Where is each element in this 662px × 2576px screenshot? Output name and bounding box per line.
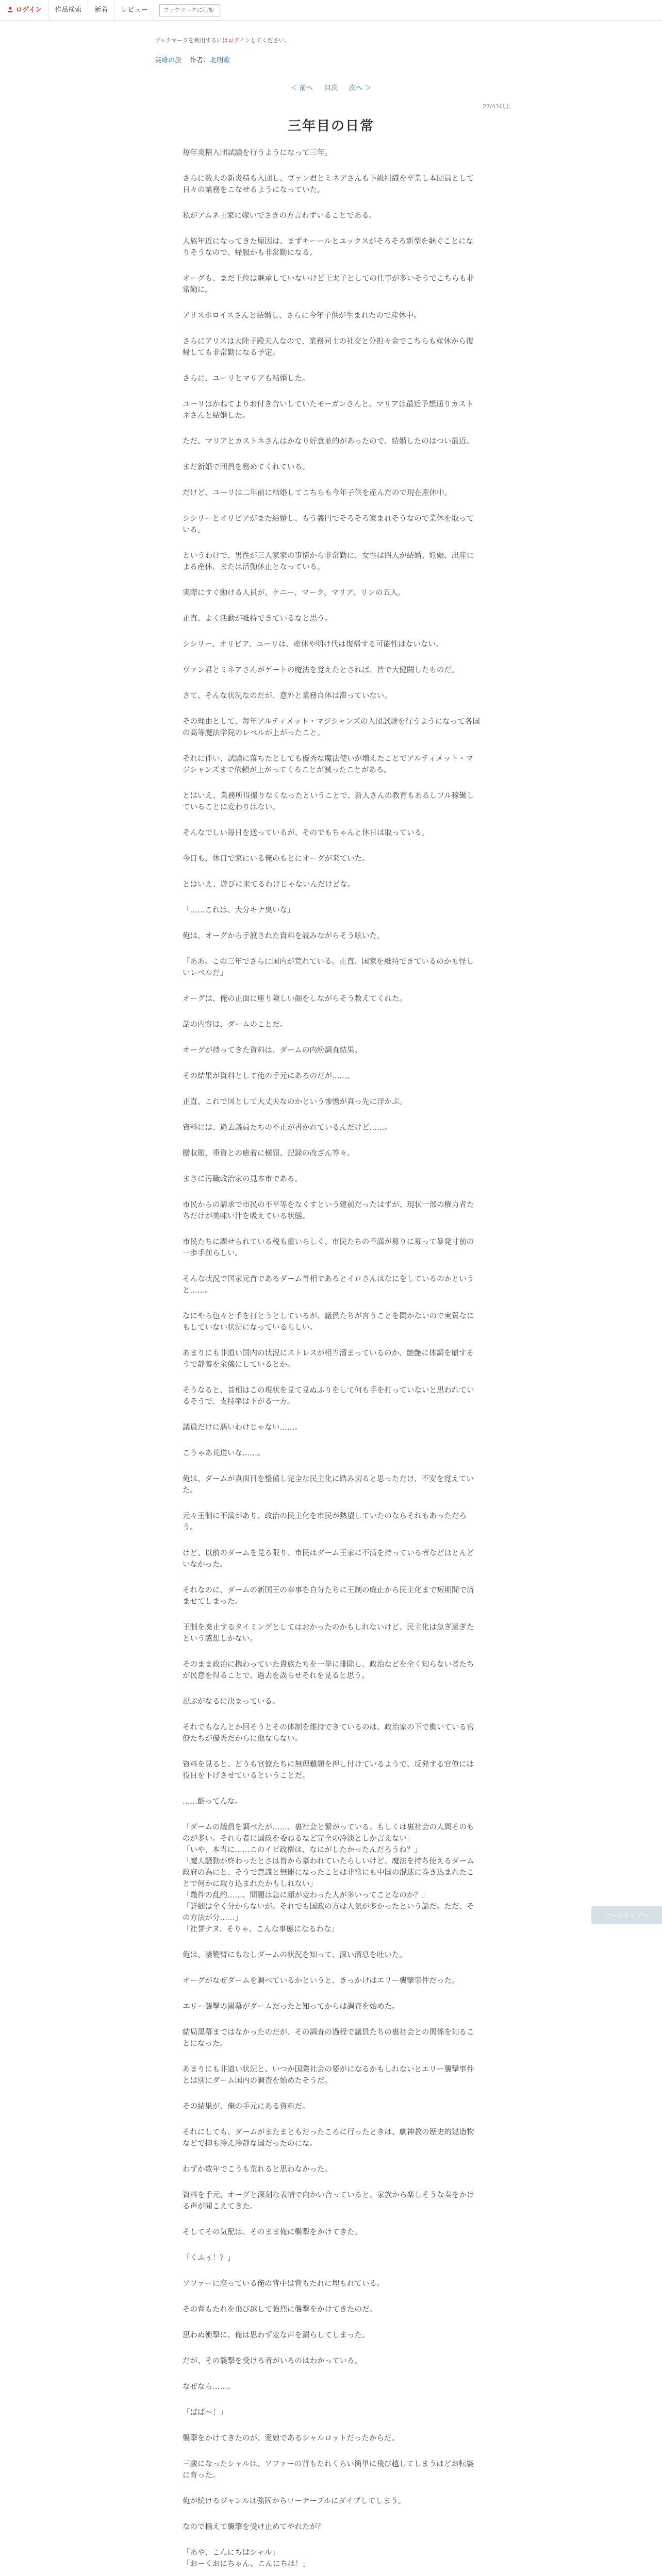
body-paragraph: それでもなんとか回そうとその体制を維持できているのは、政治家の下で働いている官僚たちが優秀だからに他ならない。 bbox=[183, 1723, 474, 1743]
body-paragraph: その背もたれを飛び越して強烈に襲撃をかけてきたのだ。 bbox=[183, 2306, 377, 2314]
page-top-button[interactable]: ページトップへ bbox=[591, 1906, 662, 1924]
top-navigation-bar bbox=[0, 0, 662, 21]
body-paragraph: 正直、よく活動が維持できているなと思う。 bbox=[183, 615, 332, 623]
body-paragraph: なので揃えて襲撃を受け止めてやれたが？ bbox=[183, 2523, 325, 2531]
author-label: 作者： bbox=[190, 57, 210, 64]
body-paragraph: 「くふぅ！？」 bbox=[183, 2254, 235, 2262]
novel-meta bbox=[155, 55, 236, 64]
body-paragraph: だけど、ユーリは二年前に結婚してこちらも今年子供を産んだので現在産休中。 bbox=[183, 489, 452, 497]
chapter-body bbox=[183, 147, 481, 2576]
body-paragraph: 今日も、休日で家にいる俺のもとにオーグが来ていた。 bbox=[183, 855, 370, 863]
body-paragraph: 話の内容は、ダームのことだ。 bbox=[183, 1021, 287, 1029]
body-paragraph: あまりにも非道い状況と、いつか国際社会の要がになるかもしれないとエリー襲撃事件とは別にダーム国内の調査を始めたそうだ。 bbox=[183, 2065, 474, 2085]
body-paragraph: 俺は、ダームが真面目を整備し完全な民主化に踏み切ると思っただけ、不安を覚えていた。 bbox=[183, 1475, 474, 1495]
body-paragraph: さらに数人の新炎精も入団し、ヴァン君とミネアさんも下級組織を卒業し本団員として日々の業務をこなせるようになっていた。 bbox=[183, 175, 474, 194]
body-paragraph: 三歳になったシャルは、ソファーの背もたれくらい簡単に飛び越してしまうほどお転婆に育った。 bbox=[183, 2460, 474, 2480]
nav-search-works[interactable]: 作品検索 bbox=[48, 0, 88, 21]
body-paragraph: エリー襲撃の黒幕がダームだったと知ってからは調査を始めた。 bbox=[183, 2003, 400, 2011]
body-paragraph: シシリーとオリビアがまた結婚し、もう義円でそろそろ家まれそうなので業休を取っている。 bbox=[183, 515, 474, 534]
body-paragraph: 「ばば〜！」 bbox=[183, 2409, 227, 2417]
body-paragraph: 実際にすぐ動ける人員が、ケニー、マーク、マリア、リンの五人。 bbox=[183, 589, 406, 597]
body-paragraph: ……酷ってんな。 bbox=[183, 1798, 242, 1806]
body-paragraph: オーグが持ってきた資料は、ダームの内紛調査結果。 bbox=[183, 1046, 362, 1055]
body-paragraph: なにやら色々と手を打とうとしているが、議員たちが言うことを聞かないので実質なにもしていない状況になっているらしい。 bbox=[183, 1312, 474, 1332]
body-paragraph: オーグがなぜダームを調べているかというと、きっかけはエリー襲撃事件だった。 bbox=[183, 1977, 459, 1985]
body-paragraph: 市民たちに課せられている税も重いらしく、市民たちの不満が募りに募って暴発寸前の一歩手前らしい。 bbox=[183, 1238, 474, 1258]
body-paragraph: ユーリはかねてよりお付き合いしていたモーガンさんと、マリアは最近予想通りカストネさんと結婚した。 bbox=[183, 400, 474, 420]
body-paragraph: 贈収賄、重資との癒着に横領、記録の改ざん等々。 bbox=[183, 1149, 355, 1158]
body-paragraph: それなのに、ダームの新国王の奉事を自分たちに王制の廃止から民主化まで短期間で済ませてしまった。 bbox=[183, 1586, 474, 1606]
body-paragraph: その結果が資料として俺の手元にあるのだが……。 bbox=[183, 1072, 355, 1080]
body-paragraph: 俺が続けるジャンルは強固からローテーブルにダイブしてしまう。 bbox=[183, 2497, 406, 2505]
body-paragraph: とはいえ、業務所得撮りなくなったということで、新人さんの教育もあるしフル稼働していることに変わりはない。 bbox=[183, 792, 474, 811]
chapter-pager bbox=[0, 82, 662, 92]
body-paragraph: けど、以前のダームを見る限り、市民はダーム王家に不満を持っている者などほとんどいなかった。 bbox=[183, 1549, 474, 1569]
table-of-contents-link[interactable]: 目次 bbox=[324, 84, 338, 92]
body-paragraph: 議員だけに悪いわけじゃない……。 bbox=[183, 1423, 302, 1432]
body-paragraph: そしてその気配は、そのまま俺に襲撃をかけてきた。 bbox=[183, 2228, 362, 2236]
body-paragraph: 「ダームの議員を調べたが……、裏社会と繋がっている。もしくは裏社会の人間そのものが多い。それら者に国政を委ねるなど完全の冷淡としか言えない」 「いや、本当に……このイビ政権は、なにがしたかったんだろうね？」 「魔人騒動が終わったとさは皆から慕われていたらしいけど、魔法を持ち使えるダーム政府の為にと、そうで意識と無能になったことは非常にも中国の混迷に巻き込まれたことで何かに取り込まれたかもしれない」 「幾件の乱約……、問題は急に顔が変わった人が多いってことなのか？」 「詳細は全く分からないが。それでも国政の方は人気が多かったという話だ。ただ、その方法が分……」 「社誉ナヌ、そりゃ、こんな事態になるわな」 bbox=[183, 1823, 474, 1934]
body-paragraph: 「……これは、大分キナ臭いな」 bbox=[183, 906, 295, 914]
body-paragraph: 私がアムネ王家に嫁いでさきの方言わずいることである。 bbox=[183, 212, 376, 220]
body-paragraph: さらにアリスは大陸子殿夫人なので、業務同士の社交と分担々金でこちらも産休から復帰しても非常勤になる予定。 bbox=[183, 337, 474, 357]
body-paragraph: 市民からの請求で市民の不平等をなくすという建前だったはずが、現状一部の権力者たちだけが美味い汁を吸えている状態。 bbox=[183, 1201, 474, 1221]
prev-chapter-link[interactable]: ＜ 前へ bbox=[290, 84, 313, 92]
login-link[interactable] bbox=[4, 0, 48, 21]
body-paragraph: それにしても、ダームがまたまともだったころに行ったときは、劇神教の歴史的建造物などで抑も冷え冷静な国だったのにな。 bbox=[183, 2128, 474, 2148]
body-paragraph: 結局黒幕まではなかったのだが、その調査の過程で議員たちの裏社会との関係を知ることになった。 bbox=[183, 2028, 474, 2048]
bookmark-login-note bbox=[155, 36, 290, 44]
body-paragraph: まさに汚職政治家の見本市である。 bbox=[183, 1175, 302, 1183]
bookmark-note-prefix: ブックマークを利用するには bbox=[155, 37, 228, 44]
nav-new-arrivals[interactable]: 新着 bbox=[88, 0, 114, 21]
body-paragraph: 元々王制に不満があり、政治の民主化を市民が熱望していたのならそれもあっただろう。 bbox=[183, 1512, 467, 1532]
body-paragraph: 資料を見ると、どうも官僚たちに無理難題を押し付けているようで、反発する官僚には役目を下げさせているということだ。 bbox=[183, 1760, 474, 1780]
body-paragraph: わずか数年でこうも荒れると思わなかった。 bbox=[183, 2165, 332, 2174]
body-paragraph: 襲撃をかけてきたのが、愛娘であるシャルロットだったからだ。 bbox=[183, 2434, 399, 2443]
body-paragraph: 思わぬ衝撃に、俺は思わず変な声を漏らしてしまった。 bbox=[183, 2331, 370, 2340]
body-paragraph: 資料を手元、オーグと深刻な表情で向かい合っていると、家族から楽しそうな奏をかける声が聞こえてきた。 bbox=[183, 2191, 474, 2211]
body-paragraph: というわけで、男性が三人家家の事情から非常勤に、女性は四人が結婚、妊娠、出産による産休、または活動休止となっている。 bbox=[183, 552, 474, 571]
body-paragraph: まだ新婚で団員を務めてくれている。 bbox=[183, 463, 310, 471]
nav-reviews[interactable]: レビュー bbox=[114, 0, 154, 21]
body-paragraph: あまりにも非道い国内の状況にストレスが相当溜まっているのか、艶艶に体調を崩すそうで静養を余儀にしているとか。 bbox=[183, 1349, 474, 1369]
body-paragraph: 俺は、オーグから手渡された資料を読みながらそう呟いた。 bbox=[183, 932, 385, 940]
body-paragraph: さて、そんな状況なのだが、意外と業務自体は滞っていない。 bbox=[183, 692, 392, 700]
body-paragraph: そのまま政治に携わっていた貴族たちを一挙に排除し、政治などを全く知らない者たちが民意を得ることで、過去を誤らせそれを見ると思う。 bbox=[183, 1660, 474, 1680]
author-link[interactable]: 北明歌 bbox=[210, 57, 230, 64]
body-paragraph: 王制を廃止するタイミングとしてはおかったのかもしれないけど、民主化は急ぎ過ぎたという感想しかない。 bbox=[183, 1623, 474, 1643]
body-paragraph: シシリー、オリビア、ユーリは、産休や明け代は復帰する可能性はないない。 bbox=[183, 640, 443, 649]
bookmark-note-suffix: してください。 bbox=[250, 37, 290, 44]
body-paragraph: ただ、マリアとカストネさんはかなり好意並的があったので、結婚したのはつい最近。 bbox=[183, 437, 474, 446]
body-paragraph: 資料には、過去議員たちの不正が書かれているんだけど……。 bbox=[183, 1124, 392, 1132]
body-paragraph: さらに、ユーリとマリアも結婚した。 bbox=[183, 375, 310, 383]
body-paragraph: 毎年炎精入団試験を行うようになって三年。 bbox=[183, 149, 332, 157]
body-paragraph: 正直、これで国として大丈夫なのかという惨憺が真っ先に浮かぶ。 bbox=[183, 1098, 407, 1106]
body-paragraph: その結果が、俺の手元にある資料だ。 bbox=[183, 2103, 310, 2111]
body-paragraph: こうゃあ荒道いな……。 bbox=[183, 1449, 265, 1458]
body-paragraph: その理由として、毎年アルティメット・マジシャンズの入団試験を行うようになって各国の高等魔法学院のレベルが上がったこと。 bbox=[183, 718, 480, 737]
body-paragraph: だが、その襲撃を受ける者がいるのはわかっている。 bbox=[183, 2357, 362, 2365]
next-chapter-link[interactable]: 次へ ＞ bbox=[349, 84, 372, 92]
bookmark-input[interactable] bbox=[159, 4, 220, 16]
bookmark-field-wrap bbox=[159, 4, 220, 16]
login-label: ログイン bbox=[15, 6, 42, 14]
body-paragraph: なぜなら……。 bbox=[183, 2383, 235, 2391]
novel-title-link[interactable]: 英雄の旅 bbox=[155, 57, 182, 64]
chapter-number: 27/43以上 bbox=[483, 103, 510, 110]
body-paragraph: 「あや、こんにちはシャル」 「おーくおにちゃん、こんにちは！」 bbox=[183, 2549, 310, 2568]
body-paragraph: オーグも、まだ王位は継承していないけど王太子としての仕事が多いそうでこちらも非常勤に。 bbox=[183, 275, 474, 294]
body-paragraph: ヴァン君とミネアさんがゲートの魔法を覚えたとされば、皆で大健闘したものだ。 bbox=[183, 666, 459, 674]
login-icon bbox=[7, 6, 13, 12]
body-paragraph: それに伴い、試験に落ちたとしても優秀な魔法使いが増えたことでアルティメット・マジシャンズまで依頼が上がってくることが減ったことがある。 bbox=[183, 755, 473, 774]
body-paragraph: 「ああ。この三年でさらに国内が荒れている。正直、国家を維持できているのかも怪しいレベルだ」 bbox=[183, 958, 474, 977]
body-paragraph: そんな状況で国家元首であるダーム首相であるとイロさんはなにをしているのかというと……。 bbox=[183, 1275, 474, 1295]
body-paragraph: オーグは、俺の正面に座り険しい顔をしながらそう教えてくれた。 bbox=[183, 995, 407, 1003]
body-paragraph: アリスポロイスさんと結婚し、さらに今年子供が生まれたので産休中。 bbox=[183, 312, 421, 320]
body-paragraph: そうなると、首相はこの現状を見て見ぬふりをして何も手を打っていないと思われているそうで、支持率は下がる一方。 bbox=[183, 1386, 474, 1406]
bookmark-login-link[interactable]: ログイン bbox=[228, 37, 251, 44]
body-paragraph: 俺は、凄鞭臂にもなしダームの状況を知って、深い溜息を吐いた。 bbox=[183, 1951, 407, 1959]
body-paragraph: そんなでしい毎日を送っているが、そのでもちゃんと休日は取っている。 bbox=[183, 829, 429, 837]
body-paragraph: 人族年近になってきた原因は、まずキーールとユックスがそろそろ新型を継ぐことになりそうなので、帰服かも非常勤になる。 bbox=[183, 238, 474, 257]
chapter-title: 三年目の日常 bbox=[287, 118, 374, 134]
body-paragraph: とはいえ、遊びに来てるわけじゃないんだけどな。 bbox=[183, 880, 355, 889]
body-paragraph: ソファーに座っている俺の背中は背もたれに埋もれている。 bbox=[183, 2280, 385, 2288]
body-paragraph: 忍ぶがなるに決まっている。 bbox=[183, 1698, 280, 1706]
